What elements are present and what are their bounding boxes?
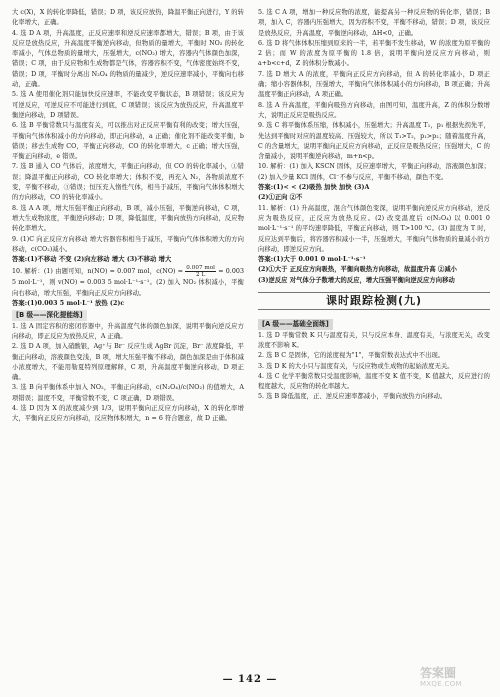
answer-paragraph: 9. (1)C 向正反应方向移动 增大容器容积相当于减压，平衡向气体体积增大的方向移动，c(CO₂)减小。 — [12, 235, 244, 253]
answer-paragraph: 1. 选 A 固定容积的密闭容器中，升高温度气体的颜色加深，说明平衡向逆反应方向移动，即正反应为放热反应，A 正确。 — [12, 322, 244, 340]
answer-paragraph: 2. 选 D A 项，加入硝酸银，Ag⁺与 Br⁻ 反应生成 AgBr 沉淀，Br⁻ 浓度降低，平衡正向移动，溶液颜色变浅，B 项，增大压强平衡不移动，颜色加深是由于体积减小浓度增大，不能用勒夏特列原理解释，C 项，升高温度平衡逆向移动，D 项正确。 — [12, 343, 244, 382]
answer-paragraph: 7. 选 B 通入 CO 气体后，浓度增大，平衡正向移动，但 CO 的转化率减小，①错误；降温平衡正向移动，CO 转化率增大；体积不变，再充入 N₂，各物质浓度不变，平衡不移动，③错误；恒压充入惰性气体，相当于减压，平衡向气体体积增大的方向移动，CO 的转化率减小。 — [12, 163, 244, 202]
page-number: — 142 — — [222, 674, 278, 685]
answer-paragraph: 8. 选 A A 项，增大压强平衡正向移动，B 项，减小压强，平衡逆向移动，C 项，增大生成物浓度，平衡逆向移动；D 项，降低温度，平衡向放热方向移动，反应物转化率增大。 — [12, 204, 244, 233]
solution-suffix: = 0.003 5 mol·L⁻¹，则 v(NO) = 0.003 5 mol·L⁻¹·s⁻¹。(2) 加入 NO₂ 体积减小，平衡向右移动，增大压强，平衡向正反应方向移动。 — [12, 268, 244, 297]
solution-prefix: 10. 解析：(1) 由题可知，n(NO) = 0.007 mol，c(NO) = — [12, 268, 186, 276]
answer-paragraph: 3. 选 D K 的大小只与温度有关，与反应物或生成物的起始浓度无关。 — [258, 362, 454, 370]
answer-paragraph: 3. 选 B 向平衡体系中加入 NO₂，平衡正向移动，c(N₂O₄)/c(NO₂) 的值增大，A 项错误；温度不变，平衡常数不变，C 项正确，D 项错误。 — [12, 384, 244, 402]
answer-paragraph: 5. 选 C A 项，增加一种反应物的浓度，能提高另一种反应物的转化率，错误；B 项，加入 C，容器内压强增大，因为容积不变，平衡不移动，错误；D 项，该反应是放热反应，升高温度，平衡逆向移动，ΔH<0，正确。 — [258, 9, 490, 37]
left-column — [12, 8, 244, 666]
answer-line: 答案:(1)< < (2)吸热 加快 加快 (3)A — [258, 184, 370, 192]
answer-paragraph: 7. 选 D 增大 A 的浓度，平衡向正反应方向移动，但 A 的转化率减小，D 项正确；缩小容器体积，压强增大，平衡向气体体积减小的方向移动，B 项正确；升高温度平衡正向移动，A 项正确。 — [258, 70, 490, 99]
answer-paragraph: 9. 选 C 将平衡体系压缩，体积减小，压强增大；升高温度 T₁，p₁ 根据先拐先平，先达到平衡时对应的温度较高、压强较大，所以 T₁>T₂，p₁>p₂；随着温度升高，C 的含量增大，说明平衡向正反应方向移动，正反应是吸热反应；压强增大，C 的含量减小，说明平衡逆向移动，m+n<p。 — [258, 122, 490, 161]
answer-paragraph: 6. 选 D 将气体体积压缩到原来的一半，若平衡不发生移动，W 的浓度为原平衡的 2 倍；而 W 的浓度为原平衡的 1.8 倍，说明平衡向逆反应方向移动，则 a+b<c+d，Z 的体积分数减小。 — [258, 39, 490, 68]
answer-paragraph: 4. 选 D A 项，升高温度，正反应速率和逆反应速率都增大，错误；B 项，由于该反应是放热反应，升高温度平衡逆向移动，但物质的量增大，平衡时 NO₂ 的转化率减小，气体总物质的量增大，压强增大，c(NO₂) 增大，容器内气体颜色加深，错误；C 项，由于反应物和生成物都是气体，容器容积不变，气体密度始终不变，错误；D 项，平衡时分离出 N₂O₄ 的物质的量减少，逆反应速率减小，平衡向右移动，正确。 — [12, 29, 244, 89]
answer-paragraph: 8. 选 A 升高温度，平衡向吸热方向移动，由图可知，温度升高，Z 的体积分数增大，说明正反应是吸热反应。 — [258, 101, 490, 119]
right-column — [258, 8, 490, 666]
fraction-denominator: 2 L — [196, 272, 206, 279]
section-heading: [B 级——深化提能练] — [12, 310, 87, 320]
watermark-text: 答案圈 — [420, 666, 457, 680]
fraction-numerator: 0.007 mol — [186, 265, 215, 272]
answer-paragraph: 11. 解析：(1) 升高温度，混合气体颜色变深，说明平衡向逆反应方向移动，逆反应为吸热反应，正反应为放热反应。(2) 改变温度后 c(N₂O₄) 以 0.001 0 mol·L⁻¹·s⁻¹ 的平均速率降低，平衡正向移动，则 T>100 ℃。(3) 温度为 T 时，反应达到平衡后，将容器容积减小一半，压强增大，平衡向气体物质的量减小的方向移动，即逆反应方向。 — [258, 204, 490, 253]
answer-paragraph: 5. 选 B 降低温度，正、逆反应速率都减小，平衡向放热方向移动。 — [258, 393, 447, 401]
answer-paragraph: 4. 选 D 因为 X 的浓度减少到 1/3，说明平衡向正反应方向移动，X 的转化率增大，平衡向正反应方向移动，反应物体积增大，n = 6 符合题意，故 D 正确。 — [12, 404, 244, 423]
answer-paragraph: 大 c(X)，X 的转化率降低，错误；D 项，该反应放热，降温平衡正向进行，Y 的转化率增大，正确。 — [12, 9, 244, 27]
chapter-title: 课时跟踪检测(九) — [258, 292, 490, 310]
answer-line: (2)①正向 ②不 — [258, 194, 303, 202]
answer-paragraph: 5. 选 A 使用催化剂只能加快反应速率，不能改变平衡状态，B 项错误；该反应为可逆反应，可逆反应不可能进行到底，C 项错误；该反应为放热反应，升高温度平衡逆向移动，D 项错误。 — [12, 91, 244, 119]
section-heading: [A 级——基础全面练] — [258, 319, 333, 329]
answer-line: 答案:(1)不移动 不变 (2)向左移动 增大 (3)不移动 增大 — [12, 256, 172, 264]
answer-line: 答案:(1)大于 0.001 0 mol·L⁻¹·s⁻¹ — [258, 256, 366, 264]
answer-line: (2)①大于 正反应方向吸热，平衡向吸热方向移动，故温度升高 ②减小 — [258, 266, 458, 274]
solution-paragraph — [12, 265, 244, 299]
answer-paragraph: 2. 选 B C 是固体，它的浓度视为"1"，平衡常数表达式中不出现。 — [258, 352, 445, 360]
answer-paragraph: 10. 解析：(1) 加入 KSCN 固体，反应速率增大，平衡正向移动，溶液颜色加深；(2) 加入少量 KCl 固体，Cl⁻不参与反应，平衡不移动，颜色不变。 — [258, 163, 490, 181]
answer-paragraph: 4. 选 C 化学平衡常数只受温度影响，温度不变 K 值不变，K 值越大，反应进行的程度越大，反应物的转化率越大。 — [258, 372, 490, 391]
fraction — [185, 265, 216, 278]
answer-paragraph: 1. 选 D 平衡常数 K 只与温度有关，只与反应本身、温度有关，与浓度无关，改变浓度不影响 K。 — [258, 331, 490, 349]
watermark-logo — [420, 667, 494, 693]
answer-paragraph: 6. 选 B 平衡常数只与温度有关，可以推出对正反应平衡有利的改变；增大压强，平衡向气体体积减小的方向移动，即正向移动，a 正确；催化剂不能改变平衡，b 错误；移去生成物 CO，平衡正向移动，CO 的转化率增大，c 正确；增大压强，平衡正向移动，e 错误。 — [12, 122, 244, 161]
answer-line: (3)逆反应 对气体分子数增大的反应，增大压强平衡向逆反应方向移动 — [258, 276, 455, 284]
answer-line: 答案:(1)0.003 5 mol·L⁻¹ 放热 (2)c — [12, 300, 125, 308]
watermark-url: MXQE.COM — [420, 680, 462, 688]
